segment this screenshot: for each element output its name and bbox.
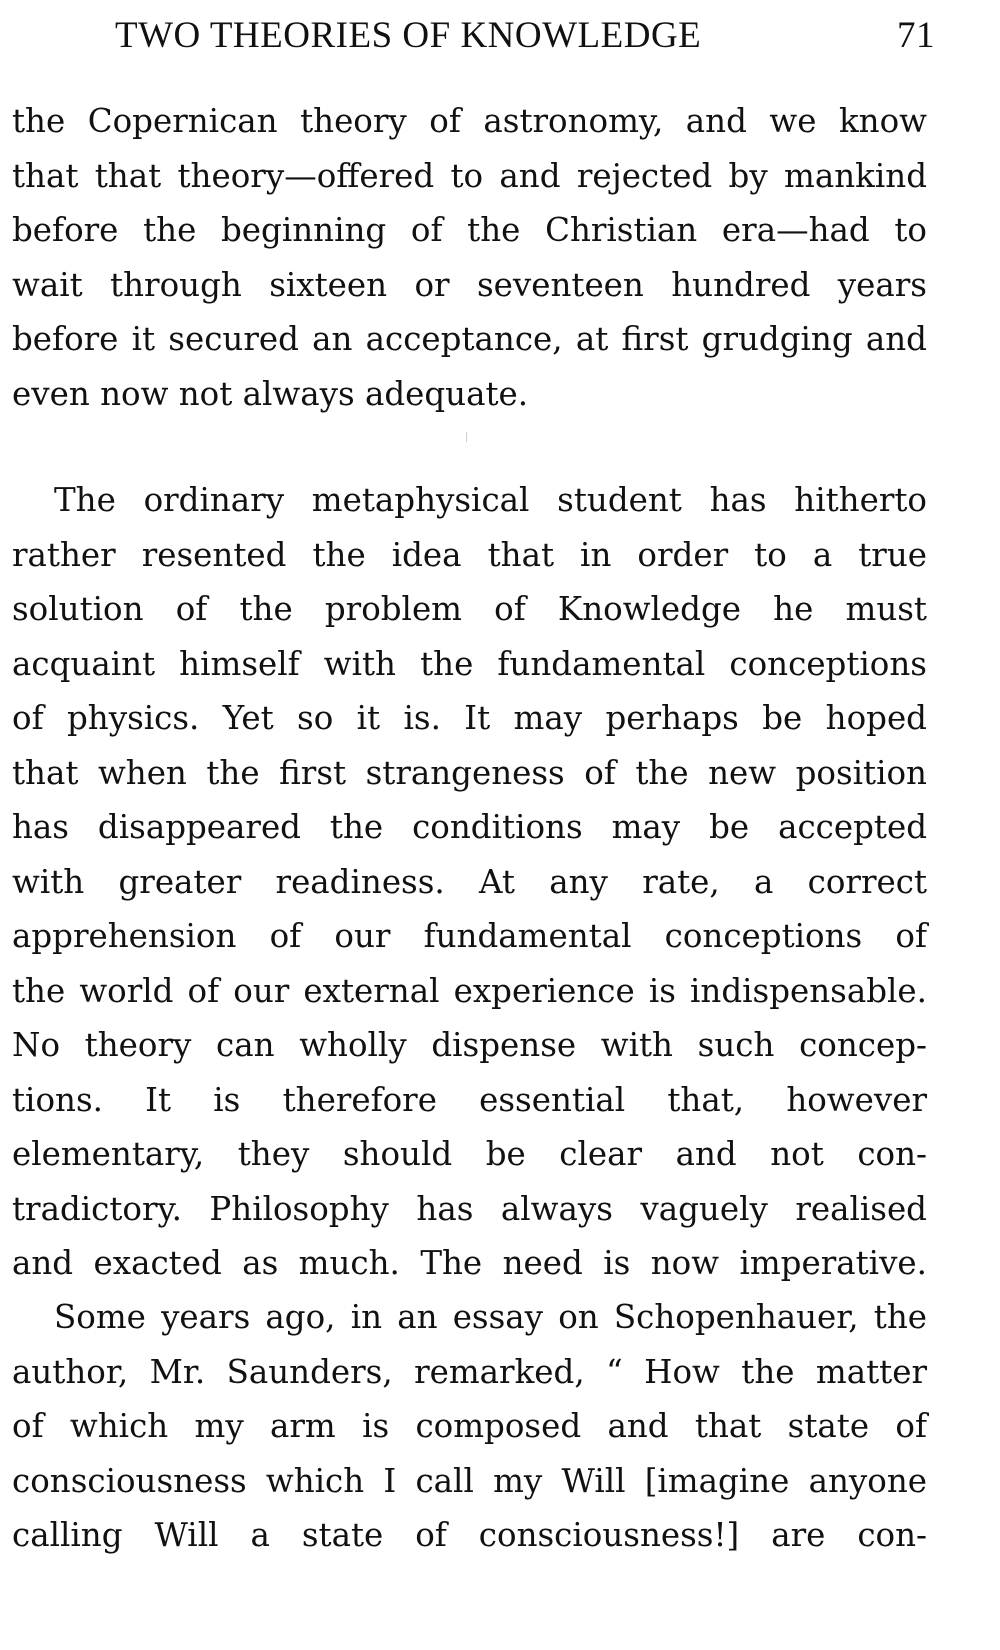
text-line: of which my arm is composed and that state of <box>12 1407 927 1445</box>
text-line: the world of our external experience is indispensable. <box>12 971 927 1010</box>
page-number: 71 <box>897 15 935 56</box>
text-line: solution of the problem of Knowledge he must <box>12 590 927 628</box>
text-line: rather resented the idea that in order to a true <box>12 535 927 574</box>
text-line: with greater readiness. At any rate, a correct <box>12 862 927 901</box>
text-line: wait through sixteen or seventeen hundred years <box>12 265 927 304</box>
paragraph-metaphysical-student <box>12 473 927 1291</box>
text-line: that when the first strangeness of the new position <box>12 753 927 792</box>
text-line: and exacted as much. The need is now imperative. <box>12 1244 927 1282</box>
text-line: The ordinary metaphysical student has hitherto <box>54 481 927 519</box>
running-title: TWO THEORIES OF KNOWLEDGE <box>115 15 702 56</box>
text-line: tradictory. Philosophy has always vaguely realised <box>12 1189 927 1228</box>
text-line: apprehension of our fundamental conceptions of <box>12 917 927 955</box>
text-line: the Copernican theory of astronomy, and we know <box>12 102 927 140</box>
paper-mark <box>466 432 467 442</box>
paragraph-copernican <box>12 94 927 421</box>
text-line: elementary, they should be clear and not con- <box>12 1135 927 1173</box>
text-line: Some years ago, in an essay on Schopenhauer, the <box>54 1298 927 1336</box>
text-line: tions. It is therefore essential that, however <box>12 1080 927 1119</box>
text-line: No theory can wholly dispense with such concep- <box>12 1026 927 1064</box>
text-line: that that theory—offered to and rejected by mankind <box>12 156 927 195</box>
text-line: author, Mr. Saunders, remarked, “ How the matter <box>12 1352 927 1391</box>
text-line: before the beginning of the Christian era—had to <box>12 211 927 249</box>
text-line: has disappeared the conditions may be accepted <box>12 808 927 846</box>
text-line: acquaint himself with the fundamental conceptions <box>12 644 927 683</box>
text-line: before it secured an acceptance, at first grudging and <box>12 320 927 358</box>
text-line: of physics. Yet so it is. It may perhaps be hoped <box>12 699 927 737</box>
text-line: consciousness which I call my Will [imagine anyone <box>12 1461 927 1500</box>
running-header <box>115 14 935 74</box>
paragraph-schopenhauer <box>12 1290 927 1563</box>
text-line: even now not always adequate. <box>12 374 529 413</box>
text-line: calling Will a state of consciousness!] are con- <box>12 1516 927 1554</box>
